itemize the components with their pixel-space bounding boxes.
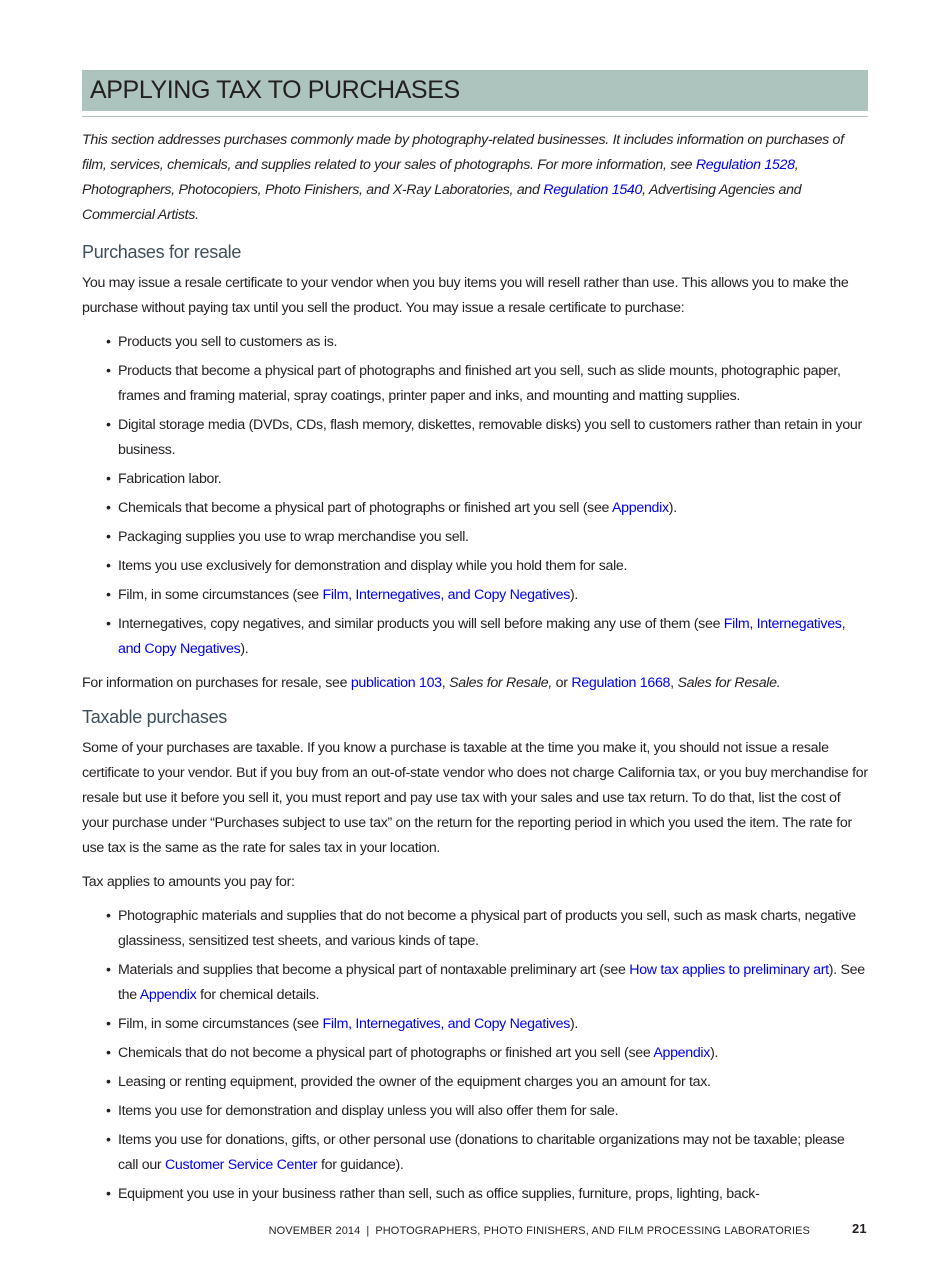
paragraph [82,271,868,321]
text-run: for chemical details. [196,987,320,1003]
section-heading: Purchases for resale [82,242,242,262]
footer-title: PHOTOGRAPHERS, PHOTO FINISHERS, AND FILM PROCESSING LABORATORIES [375,1225,810,1237]
text-run: Items you use for donations, gifts, or other personal use (donations to charitable organizations may not be taxable; please call our [118,1132,845,1173]
text-run: Sales for Resale. [677,675,781,691]
text-run: ). [570,587,579,603]
body-content [82,128,868,1207]
footer-date: NOVEMBER 2014 [268,1225,361,1237]
text-run: Items you use for demonstration and display unless you will also offer them for sale. [118,1103,619,1119]
text-run: Chemicals that become a physical part of photographs or finished art you sell (see [118,500,613,516]
list-item [82,1099,868,1124]
link[interactable]: Regulation 1668 [571,675,671,691]
page-title: APPLYING TAX TO PURCHASES [90,76,460,104]
paragraph [82,736,868,861]
link[interactable]: Regulation 1528 [695,157,795,173]
link[interactable]: Customer Service Center [164,1157,318,1173]
text-run: and [516,182,544,198]
text-run: Photographic materials and supplies that do not become a physical part of products you sell, such as mask charts, negative glassiness, sensitized test sheets, and various kinds of tape. [118,908,856,949]
link[interactable]: Appendix [653,1045,711,1061]
link[interactable]: Film, Internegatives, and Copy Negatives [322,587,570,603]
list-item [82,1041,868,1066]
text-run: Film, in some circumstances (see [118,1016,323,1032]
text-run: This section addresses purchases commonly made by photography-related businesses. It includes information on purchases of film, services, chemicals, and supplies related to your sales of photographs. For more information, see [82,132,844,173]
footer-separator: | [366,1225,370,1237]
text-run: , [642,182,649,198]
text-run: ). [240,641,249,657]
text-run: Products you sell to customers as is. [118,334,338,350]
text-run: Advertising Agencies and Commercial Artists. [82,182,802,223]
text-run: Internegatives, copy negatives, and similar products you will sell before making any use of them (see [118,616,724,632]
text-run: ). [668,500,677,516]
page-number: 21 [852,1221,867,1236]
text-run: or [552,675,572,691]
link[interactable]: Appendix [612,500,669,516]
link[interactable]: Regulation 1540 [543,182,643,198]
intro-paragraph [82,128,868,228]
bullet-list [82,330,868,662]
text-run: for guidance). [317,1157,404,1173]
text-run: Digital storage media (DVDs, CDs, flash memory, diskettes, removable disks) you sell to customers rather than retain in your business. [118,417,862,458]
text-run: Equipment you use in your business rather than sell, such as office supplies, furniture, props, lighting, back- [118,1186,760,1202]
list-item [82,1070,868,1095]
list-item [82,612,868,662]
text-run: , [441,675,450,691]
text-run: Film, in some circumstances (see [118,587,323,603]
link[interactable]: publication 103 [350,675,442,691]
list-item [82,330,868,355]
text-run: ). [710,1045,719,1061]
page-footer [0,1221,950,1261]
text-run: , [794,157,799,173]
list-item [82,413,868,463]
text-run: Materials and supplies that become a physical part of nontaxable preliminary art (see [118,962,630,978]
bullet-list [82,904,868,1207]
list-item [82,904,868,954]
footer-text [269,1223,810,1239]
text-run: Chemicals that do not become a physical part of photographs or finished art you sell (see [118,1045,654,1061]
list-item [82,1128,868,1178]
paragraph [82,671,868,696]
text-run: Products that become a physical part of photographs and finished art you sell, such as slide mounts, photographic paper, frames and framing material, spray coatings, printer paper and inks, and mounting and matting supplies. [118,363,841,404]
list-item [82,525,868,550]
section-header-bar [82,70,868,111]
section-heading: Taxable purchases [82,707,227,727]
text-run: You may issue a resale certificate to your vendor when you buy items you will resell rather than use. This allows you to make the purchase without paying tax until you sell the product. You may issue a resale certificate to purchase: [82,275,849,316]
text-run: Fabrication labor. [118,471,222,487]
link[interactable]: Film, Internegatives, and Copy Negatives [322,1016,570,1032]
list-item [82,496,868,521]
text-run: ). See the [118,962,865,1003]
text-run: ). [570,1016,579,1032]
text-run: Tax applies to amounts you pay for: [82,874,295,890]
text-run: For information on purchases for resale, see [82,675,351,691]
text-run: Photographers, Photocopiers, Photo Finishers, and X-Ray Laboratories, [82,182,517,198]
list-item [82,583,868,608]
header-divider [82,116,868,117]
list-item [82,1012,868,1037]
text-run: Sales for Resale, [449,675,552,691]
list-item [82,958,868,1008]
link[interactable]: Appendix [139,987,197,1003]
paragraph [82,870,868,895]
text-run: Some of your purchases are taxable. If you know a purchase is taxable at the time you make it, you should not issue a resale certificate to your vendor. But if you buy from an out-of-state vendor who does not charge California tax, or you buy merchandise for resale but use it before you sell it, you must report and pay use tax with your sales and use tax return. To do that, list the cost of your purchase under “Purchases subject to use tax” on the return for the reporting period in which you used the item. The rate for use tax is the same as the rate for sales tax in your location. [82,740,868,856]
text-run: Leasing or renting equipment, provided the owner of the equipment charges you an amount for tax. [118,1074,711,1090]
list-item [82,359,868,409]
text-run: , [670,675,678,691]
text-run: Items you use exclusively for demonstration and display while you hold them for sale. [118,558,628,574]
list-item [82,467,868,492]
text-run: Packaging supplies you use to wrap merchandise you sell. [118,529,469,545]
link[interactable]: How tax applies to preliminary art [629,962,829,978]
list-item [82,554,868,579]
link[interactable]: Film, Internegatives, and Copy Negatives [118,616,846,657]
list-item [82,1182,868,1207]
